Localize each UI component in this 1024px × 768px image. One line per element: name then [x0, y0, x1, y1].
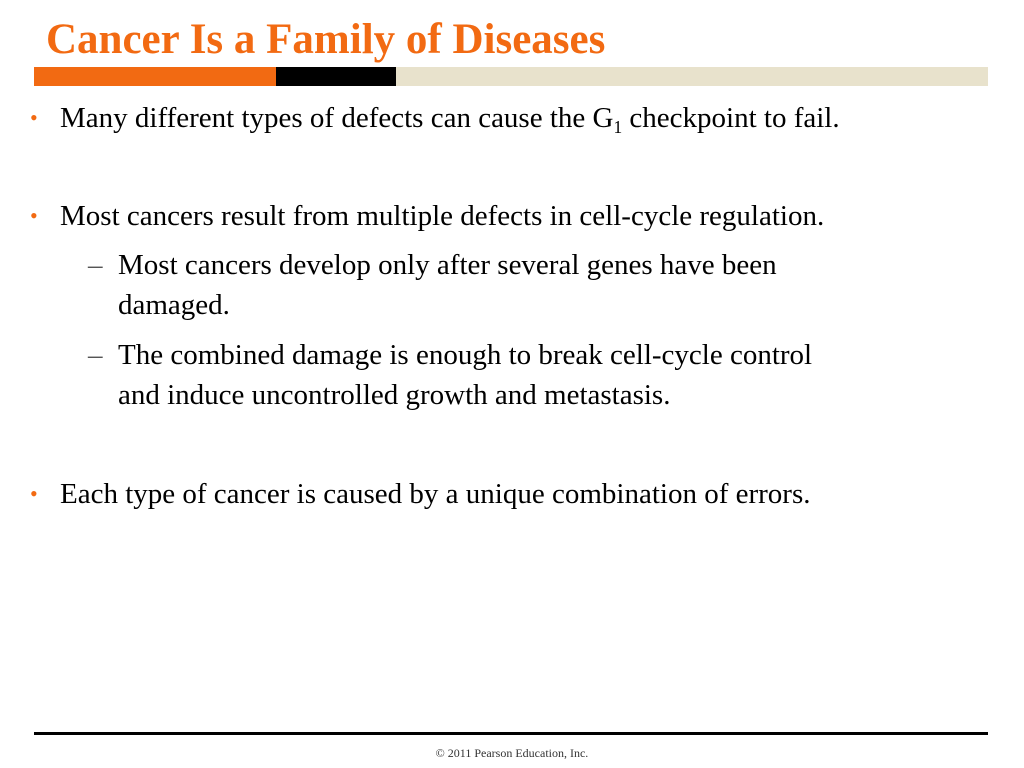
bullet-marker: • — [30, 203, 38, 228]
subbullet-marker: – — [88, 249, 103, 281]
subbullet-marker: – — [88, 339, 103, 371]
title-underline-orange — [34, 67, 276, 86]
bullet-text: Each type of cancer is caused by a unique combination of errors. — [60, 478, 811, 510]
copyright-footer: © 2011 Pearson Education, Inc. — [435, 746, 589, 760]
bullet-text: Many different types of defects can cause the $G_1$ checkpoint to fail. — [60, 102, 840, 138]
bullet-marker: • — [30, 481, 38, 506]
subbullet-text: The combined damage is enough to break cell-cycle control and induce uncontrolled growth and metastasis. — [118, 339, 813, 411]
footer-divider — [34, 732, 988, 735]
bullet-marker: • — [30, 105, 38, 130]
title-underline-beige — [396, 67, 988, 86]
bullet-text: Most cancers result from multiple defects in cell-cycle regulation. — [60, 200, 825, 232]
subbullet-text: Most cancers develop only after several genes have been damaged. — [118, 249, 777, 321]
slide-title: Cancer Is a Family of Diseases — [46, 16, 606, 63]
title-underline-black — [276, 67, 396, 86]
